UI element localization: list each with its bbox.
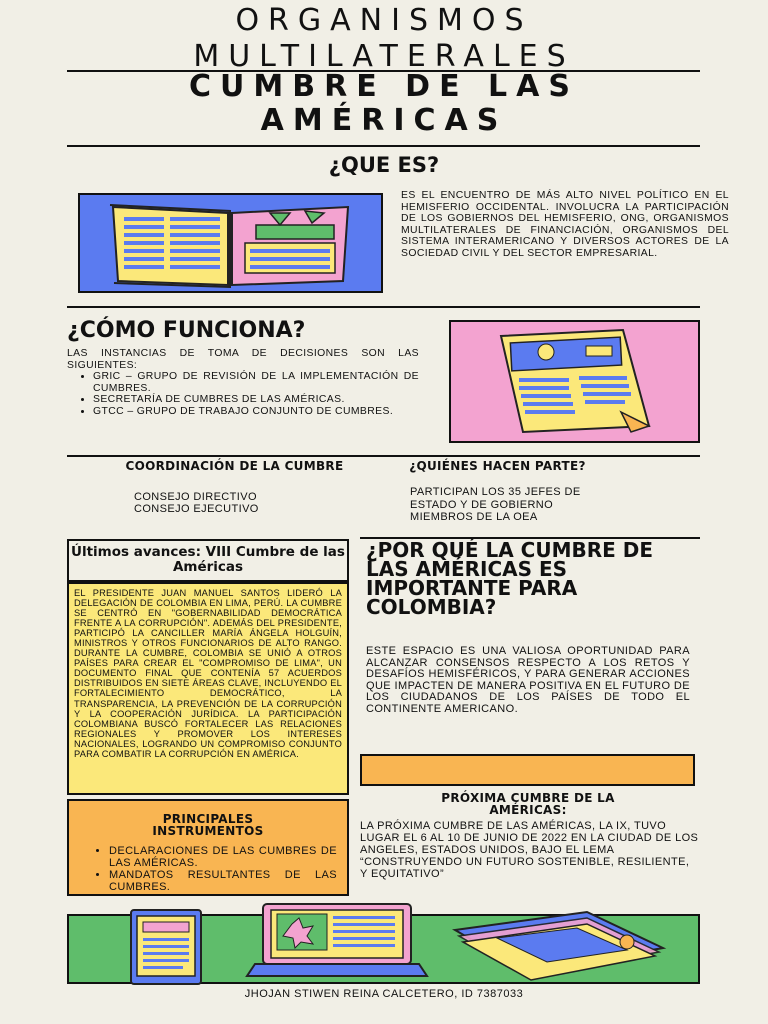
newspaper-illustration (449, 320, 700, 443)
proxima-title: PRÓXIMA CUMBRE DE LA AMÉRICAS: (441, 791, 615, 817)
divider (67, 455, 700, 457)
devices-illustration (67, 914, 700, 984)
quienes-text: PARTICIPAN LOS 35 JEFES DE ESTADO Y DE GOBIERNO MIEMBROS DE LA OEA (410, 486, 581, 524)
list-item: • DECLARACIONES DE LAS CUMBRES DE LAS AMÉRICAS. (109, 845, 337, 869)
coordinacion-title: COORDINACIÓN DE LA CUMBRE (125, 459, 344, 473)
por-que-text: ESTE ESPACIO ES UNA VALIOSA OPORTUNIDAD PARA ALCANZAR CONSENSOS RESPECTO A LOS RETOS Y DESAFÍOS HEMISFÉRICOS, Y PARA GENERAR ACCIONES QUE IMPACTEN DE MANERA POSITIVA EN EL FUTURO DE LOS CIUDADANOS DE LOS PAÍSES DE TODO EL CONTINENTE AMERICANO. (366, 645, 690, 715)
list-item: • MANDATOS RESULTANTES DE LAS CUMBRES. (109, 869, 337, 893)
title-line-1: ORGANISMOS (235, 3, 533, 38)
newspaper-icon (451, 322, 698, 441)
coordinacion-line-2: CONSEJO EJECUTIVO (134, 503, 259, 515)
list-item: • GTCC – GRUPO DE TRABAJO CONJUNTO DE CUMBRES. (93, 406, 419, 418)
title-line-4: AMÉRICAS (260, 103, 508, 138)
orange-banner (360, 754, 695, 786)
title-line-3: CUMBRE DE LAS (189, 69, 579, 104)
coordinacion-line-1: CONSEJO DIRECTIVO (134, 491, 257, 503)
list-item: • GRIC – GRUPO DE REVISIÓN DE LA IMPLEMENTACIÓN DE CUMBRES. (93, 371, 419, 394)
book-illustration (78, 193, 383, 293)
divider (67, 145, 700, 147)
por-que-title: ¿POR QUÉ LA CUMBRE DE LAS AMÉRICAS ES IMPORTANTE PARA COLOMBIA? (366, 538, 654, 619)
divider (67, 306, 700, 308)
footer-author: JHOJAN STIWEN REINA CALCETERO, ID 7387033 (244, 988, 524, 1000)
como-funciona-title: ¿CÓMO FUNCIONA? (67, 318, 306, 343)
como-funciona-intro: LAS INSTANCIAS DE TOMA DE DECISIONES SON LAS SIGUIENTES: (67, 348, 419, 371)
que-es-title: ¿QUE ES? (328, 153, 440, 177)
instrumentos-card (67, 799, 349, 896)
ultimos-title (67, 539, 349, 582)
open-book-icon (80, 195, 381, 291)
list-item: • SECRETARÍA DE CUMBRES DE LAS AMÉRICAS. (93, 394, 419, 406)
ultimos-title-text: Últimos avances: VIII Cumbre de las Américas (71, 544, 345, 575)
como-funciona-body (67, 348, 419, 418)
quienes-title: ¿QUIÉNES HACEN PARTE? (409, 459, 586, 473)
ultimos-text: EL PRESIDENTE JUAN MANUEL SANTOS LIDERÓ LA DELEGACIÓN DE COLOMBIA EN LIMA, PERÚ. LA CUMBRE SE CENTRÓ EN "GOBERNABILIDAD DEMOCRÁTICA FRENTE A LA CORRUPCIÓN". ADEMÁS DEL PRESIDENTE, PARTICIPÓ LA CANCILLER MARÍA ÁNGELA HOLGUÍN, MINISTROS Y OTROS FUNCIONARIOS DE ALTO RANGO. DURANTE LA CUMBRE, COLOMBIA SE UNIÓ A OTROS PAÍSES PARA CREAR EL "COMPROMISO DE LIMA", UN DOCUMENTO FINAL QUE CONTENÍA 57 ACUERDOS DISTRIBUIDOS EN SIETE ÁREAS CLAVE, INCLUYENDO EL FORTALECIMIENTO DEMOCRÁTICO, LA TRANSPARENCIA, LA PREVENCIÓN DE LA CORRUPCIÓN Y LA COOPERACIÓN JURÍDICA. LA PARTICIPACIÓN COLOMBIANA BUSCÓ FORTALECER LAS RELACIONES REGIONALES Y PROMOVER LOS INTERESES NACIONALES, LOGRANDO UN COMPROMISO CONJUNTO PARA COMBATIR LA CORRUPCIÓN EN AMÉRICA. (74, 588, 342, 759)
ultimos-card (67, 582, 349, 795)
devices-icon (67, 902, 700, 972)
proxima-text: LA PRÓXIMA CUMBRE DE LAS AMÉRICAS, LA IX, TUVO LUGAR EL 6 AL 10 DE JUNIO DE 2022 EN LA CIUDAD DE LOS ANGELES, ESTADOS UNIDOS, BAJO EL LEMA “CONSTRUYENDO UN FUTURO SOSTENIBLE, RESILIENTE, Y EQUITATIVO” (360, 820, 699, 880)
title-line-2: MULTILATERALES (193, 39, 575, 74)
que-es-text: ES EL ENCUENTRO DE MÁS ALTO NIVEL POLÍTICO EN EL HEMISFERIO OCCIDENTAL. INVOLUCRA LA PARTICIPACIÓN DE LOS GOBIERNOS DEL HEMISFERIO, ONG, ORGANISMOS MULTILATERALES DE FINANCIACIÓN, ORGANISMOS DEL SISTEMA INTERAMERICANO Y DIVERSOS ACTORES DE LA SOCIEDAD CIVIL Y DEL SECTOR EMPRESARIAL. (401, 190, 729, 259)
instrumentos-title: PRINCIPALES INSTRUMENTOS (152, 812, 264, 838)
